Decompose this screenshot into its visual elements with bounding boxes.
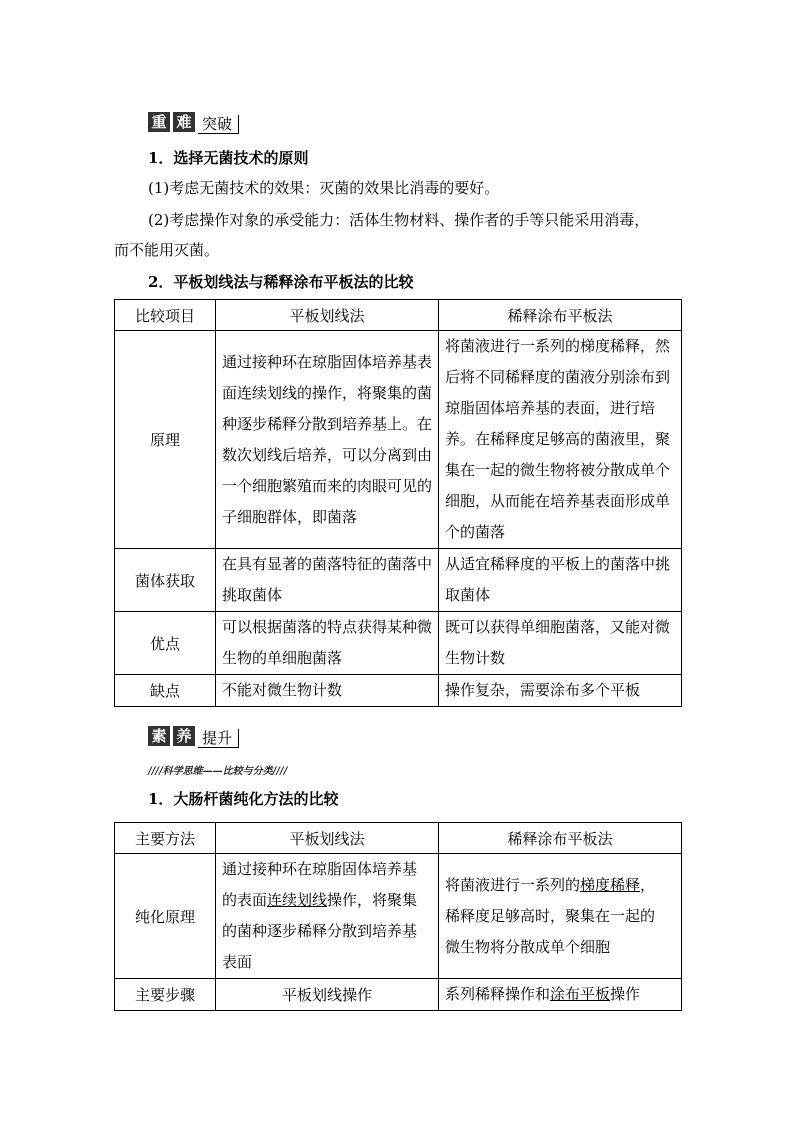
table-cell: 不能对微生物计数 <box>216 675 439 707</box>
subtitle: ////科学思维——比较与分类//// <box>148 766 288 777</box>
table-cell: 在具有显著的菌落特征的菌落中挑取菌体 <box>216 549 439 612</box>
row-label: 缺点 <box>115 675 216 707</box>
section-badge-key-difficulty <box>148 106 239 132</box>
comparison-table-1 <box>114 299 682 707</box>
cell-text: 将菌液进行一系列的 <box>445 875 581 894</box>
table-cell: 可以根据菌落的特点获得某种微生物的单细胞菌落 <box>216 612 439 675</box>
cell-text: ， <box>640 875 656 894</box>
table-row <box>115 675 682 707</box>
table-header-cell: 平板划线法 <box>216 300 439 331</box>
table-header-row <box>115 300 682 331</box>
cell-text: 微生物将分散成单个细胞 <box>445 937 611 956</box>
row-label: 原理 <box>115 331 216 549</box>
table-cell: 操作复杂，需要涂布多个平板 <box>439 675 682 707</box>
badge-char-box: 重 <box>148 112 170 132</box>
table-row <box>115 549 682 612</box>
item-title: 2．平板划线法与稀释涂布平板法的比较 <box>148 273 414 291</box>
table-header-cell: 稀释涂布平板法 <box>439 823 682 854</box>
table-cell: 将菌液进行一系列的梯度稀释，然后将不同稀释度的菌液分别涂布到琼脂固体培养基的表面，进行培养。在稀释度足够高的菌液里，聚集在一起的微生物将被分散成单个细胞，从而能在培养基表面形成单个的菌落 <box>439 331 682 549</box>
table-cell <box>439 854 682 979</box>
table-row <box>115 854 682 979</box>
badge-char-box: 难 <box>173 112 195 132</box>
underlined-keyword: 涂布平板 <box>550 985 611 1003</box>
row-label: 优点 <box>115 612 216 675</box>
paragraph: 而不能用灭菌。 <box>114 241 220 259</box>
badge-tail: 提升 <box>198 729 239 748</box>
cell-text: 通过接种环在琼脂固体培养基 <box>222 860 418 878</box>
paragraph: (2)考虑操作对象的承受能力：活体生物材料、操作者的手等只能采用消毒， <box>148 211 650 229</box>
table-header-cell: 平板划线法 <box>216 823 439 854</box>
row-label: 菌体获取 <box>115 549 216 612</box>
cell-text: 稀释度足够高时，聚集在一起的 <box>445 906 656 925</box>
cell-text: 操作，将聚集 <box>327 891 418 909</box>
cell-text: 表面 <box>222 953 253 971</box>
table-header-cell: 稀释涂布平板法 <box>439 300 682 331</box>
table-cell <box>439 979 682 1011</box>
row-label: 主要步骤 <box>115 979 216 1011</box>
table-header-cell: 主要方法 <box>115 823 216 854</box>
table-row <box>115 979 682 1011</box>
table-header-cell: 比较项目 <box>115 300 216 331</box>
section-badge-literacy <box>148 720 239 746</box>
underlined-keyword: 连续划线 <box>267 891 328 909</box>
underlined-keyword: 梯度稀释 <box>580 875 641 894</box>
cell-text: 的菌种逐步稀释分散到培养基 <box>222 922 418 940</box>
cell-text: 操作 <box>610 985 641 1003</box>
item-title: 1．大肠杆菌纯化方法的比较 <box>148 790 339 808</box>
table-cell: 通过接种环在琼脂固体培养基表面连续划线的操作，将聚集的菌种逐步稀释分散到培养基上。在数次划线后培养，可以分离到由一个细胞繁殖而来的肉眼可见的子细胞群体，即菌落 <box>216 331 439 549</box>
item-title: 1．选择无菌技术的原则 <box>148 149 309 167</box>
table-cell: 从适宜稀释度的平板上的菌落中挑取菌体 <box>439 549 682 612</box>
table-cell: 既可以获得单细胞菌落，又能对微生物计数 <box>439 612 682 675</box>
table-cell <box>216 854 439 979</box>
badge-tail: 突破 <box>198 115 239 134</box>
badge-char-box: 素 <box>148 726 170 746</box>
table-cell: 平板划线操作 <box>216 979 439 1011</box>
row-label: 纯化原理 <box>115 854 216 979</box>
cell-text: 的表面 <box>222 891 268 909</box>
table-header-row <box>115 823 682 854</box>
table-row <box>115 331 682 549</box>
badge-char-box: 养 <box>173 726 195 746</box>
comparison-table-2 <box>114 822 682 1011</box>
table-row <box>115 612 682 675</box>
paragraph: (1)考虑无菌技术的效果：灭菌的效果比消毒的要好。 <box>148 179 500 197</box>
cell-text: 系列稀释操作和 <box>445 985 551 1003</box>
